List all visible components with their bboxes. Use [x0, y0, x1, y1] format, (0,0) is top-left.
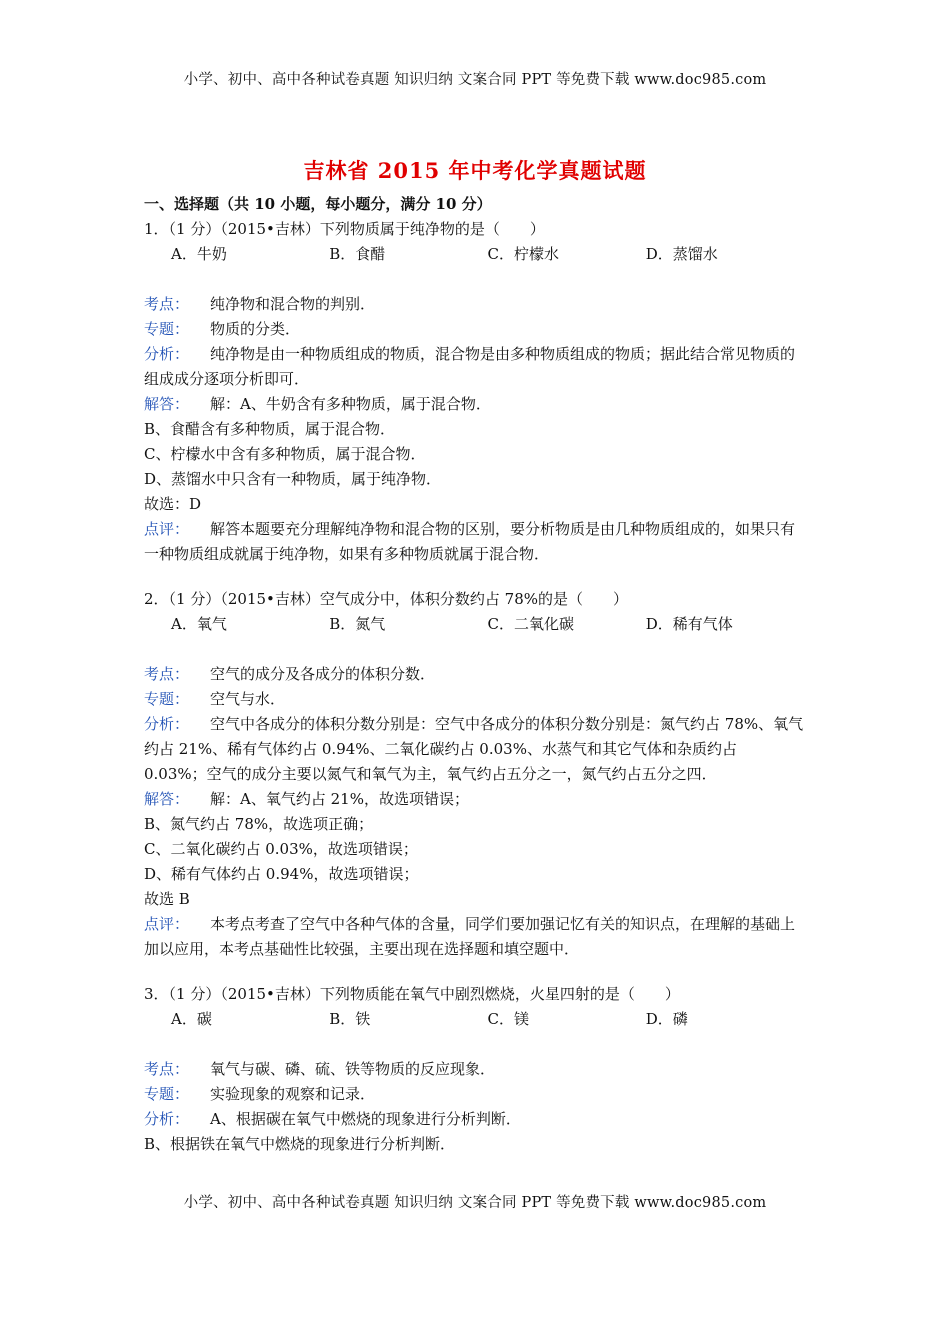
zhuanti-label: 专题：	[144, 690, 190, 708]
options-row	[144, 1007, 804, 1032]
kaodian-text: 氧气与碳、磷、硫、铁等物质的反应现象．	[210, 1060, 496, 1078]
option-a: A．氧气	[171, 615, 227, 633]
dianping-block	[144, 517, 804, 567]
page-header: 小学、初中、高中各种试卷真题 知识归纳 文案合同 PPT 等免费下载 www.doc985.com	[183, 72, 767, 88]
kaodian-row	[144, 292, 804, 317]
question-2	[144, 587, 804, 962]
kaodian-label: 考点：	[144, 665, 190, 683]
zhuanti-row	[144, 317, 804, 342]
dianping-label: 点评：	[144, 915, 190, 933]
fenxi-row	[144, 1107, 804, 1132]
question-1	[144, 217, 804, 567]
question-stem: 1．（1 分）（2015•吉林）下列物质属于纯净物的是（ ）	[144, 220, 545, 238]
jieda-answer: 故选 B	[144, 890, 190, 908]
question-stem: 3．（1 分）（2015•吉林）下列物质能在氧气中剧烈燃烧，火星四射的是（ ）	[144, 985, 680, 1003]
document-body	[144, 192, 804, 1157]
option-d: D．稀有气体	[645, 615, 733, 633]
option-b: B．铁	[329, 1010, 371, 1028]
jieda-row	[144, 787, 804, 812]
zhuanti-row	[144, 687, 804, 712]
jieda-label: 解答：	[144, 395, 190, 413]
fenxi-text: 空气中各成分的体积分数分别是：空气中各成分的体积分数分别是：氮气约占 78%、氧气约占 21%、稀有气体约占 0.94%、二氧化碳约占 0.03%、水蒸气和其它气体和杂质约占 0.03%；空气的成分主要以氮气和氧气为主，氧气约占五分之一，氮气约占五分之四．	[144, 715, 804, 783]
dianping-text: 解答本题要充分理解纯净物和混合物的区别，要分析物质是由几种物质组成的，如果只有一种物质组成就属于纯净物，如果有多种物质就属于混合物．	[144, 520, 796, 563]
fenxi-text: A、根据碳在氧气中燃烧的现象进行分析判断．	[210, 1110, 521, 1128]
zhuanti-text: 空气与水．	[210, 690, 286, 708]
fenxi-block	[144, 342, 804, 392]
jieda-line: B、氮气约占 78%，故选项正确；	[144, 815, 374, 833]
jieda-text: 解：A、牛奶含有多种物质，属于混合物．	[210, 395, 491, 413]
fenxi-label: 分析：	[144, 715, 190, 733]
fenxi-text: 纯净物是由一种物质组成的物质，混合物是由多种物质组成的物质；据此结合常见物质的组成成分逐项分析即可．	[144, 345, 796, 388]
kaodian-label: 考点：	[144, 295, 190, 313]
option-b: B．食醋	[329, 245, 386, 263]
question-stem: 2．（1 分）（2015•吉林）空气成分中，体积分数约占 78%的是（ ）	[144, 590, 628, 608]
dianping-text: 本考点考查了空气中各种气体的含量，同学们要加强记忆有关的知识点，在理解的基础上加以应用，本考点基础性比较强，主要出现在选择题和填空题中．	[144, 915, 796, 958]
kaodian-text: 空气的成分及各成分的体积分数．	[210, 665, 436, 683]
zhuanti-label: 专题：	[144, 1085, 190, 1103]
option-c: C．二氧化碳	[487, 615, 574, 633]
option-b: B．氮气	[329, 615, 386, 633]
option-a: A．牛奶	[171, 245, 227, 263]
kaodian-label: 考点：	[144, 1060, 190, 1078]
jieda-line: C、二氧化碳约占 0.03%，故选项错误；	[144, 840, 418, 858]
page-footer: 小学、初中、高中各种试卷真题 知识归纳 文案合同 PPT 等免费下载 www.doc985.com	[183, 1195, 767, 1211]
jieda-line: D、蒸馏水中只含有一种物质，属于纯净物．	[144, 470, 442, 488]
options-row	[144, 242, 804, 267]
dianping-label: 点评：	[144, 520, 190, 538]
option-d: D．蒸馏水	[645, 245, 718, 263]
jieda-line: D、稀有气体约占 0.94%，故选项错误；	[144, 865, 419, 883]
fenxi-block	[144, 712, 804, 787]
kaodian-text: 纯净物和混合物的判别．	[210, 295, 376, 313]
dianping-block	[144, 912, 804, 962]
kaodian-row	[144, 662, 804, 687]
option-a: A．碳	[171, 1010, 212, 1028]
option-d: D．磷	[645, 1010, 688, 1028]
zhuanti-row	[144, 1082, 804, 1107]
kaodian-row	[144, 1057, 804, 1082]
jieda-text: 解：A、氧气约占 21%，故选项错误；	[210, 790, 469, 808]
fenxi-label: 分析：	[144, 1110, 190, 1128]
jieda-answer: 故选：D	[144, 495, 202, 513]
jieda-line: C、柠檬水中含有多种物质，属于混合物．	[144, 445, 426, 463]
section-heading: 一、选择题（共 10 小题，每小题分，满分 10 分）	[144, 195, 492, 213]
page-title: 吉林省 2015 年中考化学真题试题	[303, 158, 647, 183]
fenxi-line: B、根据铁在氧气中燃烧的现象进行分析判断．	[144, 1135, 456, 1153]
options-row	[144, 612, 804, 637]
zhuanti-label: 专题：	[144, 320, 190, 338]
zhuanti-text: 物质的分类．	[210, 320, 301, 338]
zhuanti-text: 实验现象的观察和记录．	[210, 1085, 376, 1103]
option-c: C．镁	[487, 1010, 529, 1028]
jieda-line: B、食醋含有多种物质，属于混合物．	[144, 420, 396, 438]
jieda-row	[144, 392, 804, 417]
question-3	[144, 982, 804, 1157]
fenxi-label: 分析：	[144, 345, 190, 363]
jieda-label: 解答：	[144, 790, 190, 808]
option-c: C．柠檬水	[487, 245, 559, 263]
